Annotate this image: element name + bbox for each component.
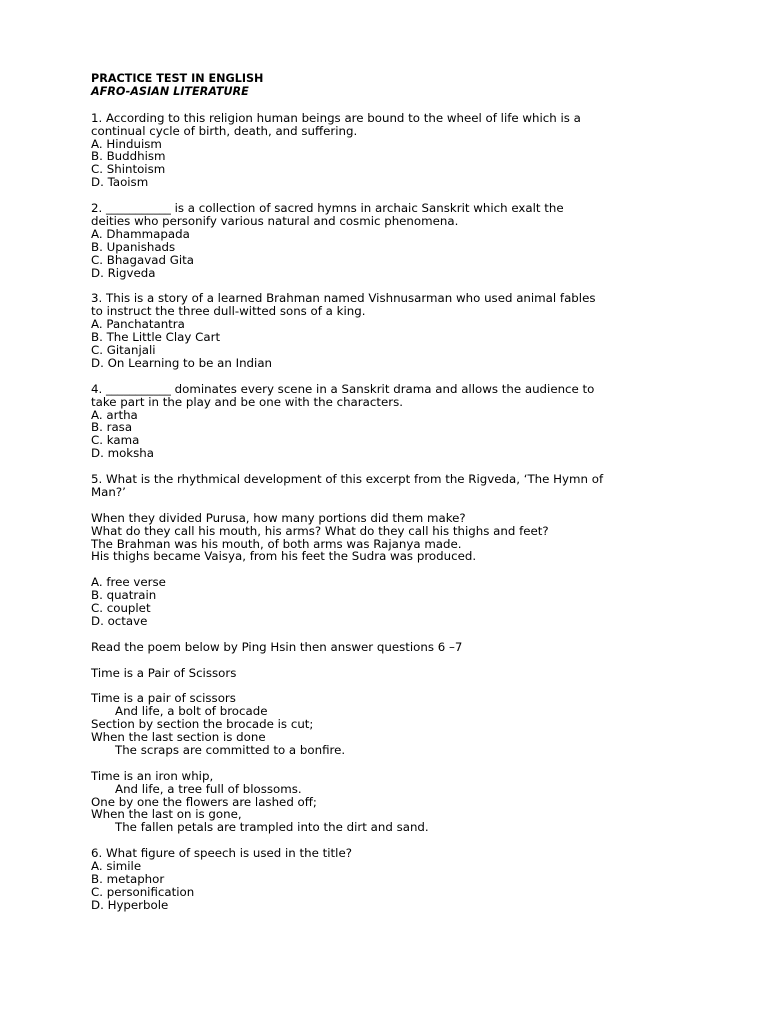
poem-line: Time is a pair of scissors [91, 691, 236, 706]
question-2-stem-line: deities who personify various natural and cosmic phenomena. [91, 213, 459, 228]
test-title: PRACTICE TEST IN ENGLISH [91, 72, 264, 85]
question-3-option-a: A. Panchatantra [91, 317, 185, 332]
question-5-option-d: D. octave [91, 613, 148, 628]
poem-line: Time is an iron whip, [91, 768, 214, 783]
question-1-stem-line: 1. According to this religion human beings are bound to the wheel of life which is a [91, 110, 581, 125]
question-6-option-c: C. personification [91, 884, 195, 899]
question-5 [91, 473, 691, 628]
document-page [91, 73, 691, 912]
question-3-option-c: C. Gitanjali [91, 342, 156, 357]
question-4 [91, 383, 691, 460]
poem-line: One by one the flowers are lashed off; [91, 794, 317, 809]
excerpt-line: His thighs became Vaisya, from his feet the Sudra was produced. [91, 549, 477, 564]
question-2-option-b: B. Upanishads [91, 239, 176, 254]
question-1-stem-line: continual cycle of birth, death, and suffering. [91, 123, 358, 138]
poem-instruction: Read the poem below by Ping Hsin then answer questions 6 –7 [91, 639, 463, 654]
poem-line: The scraps are committed to a bonfire. [115, 742, 346, 757]
question-6-stem-line: 6. What figure of speech is used in the title? [91, 846, 352, 861]
question-5-stem-line: Man?’ [91, 484, 126, 499]
poem-line: When the last section is done [91, 730, 266, 745]
question-3-option-b: B. The Little Clay Cart [91, 330, 221, 345]
question-4-option-a: A. artha [91, 407, 138, 422]
poem-line: And life, a bolt of brocade [115, 704, 268, 719]
poem-title: Time is a Pair of Scissors [91, 665, 237, 680]
question-6-option-d: D. Hyperbole [91, 897, 169, 912]
question-5-stem-line: 5. What is the rhythmical development of this excerpt from the Rigveda, ‘The Hymn of [91, 472, 604, 487]
question-6-option-a: A. simile [91, 859, 142, 874]
question-4-option-d: D. moksha [91, 446, 154, 461]
question-1-option-c: C. Shintoism [91, 162, 166, 177]
poem-line: When the last on is gone, [91, 807, 242, 822]
question-3-stem-line: 3. This is a story of a learned Brahman named Vishnusarman who used animal fables [91, 291, 596, 306]
poem-line: And life, a tree full of blossoms. [115, 781, 302, 796]
question-6-option-b: B. metaphor [91, 872, 165, 886]
question-6 [91, 847, 691, 912]
excerpt-line: What do they call his mouth, his arms? What do they call his thighs and feet? [91, 523, 549, 538]
question-5-option-b: B. quatrain [91, 588, 157, 603]
excerpt-line: The Brahman was his mouth, of both arms was Rajanya made. [91, 536, 462, 551]
question-4-option-c: C. kama [91, 433, 140, 448]
question-2 [91, 202, 691, 279]
question-5-option-a: A. free verse [91, 575, 166, 590]
question-5-option-c: C. couplet [91, 601, 151, 616]
poem-line: The fallen petals are trampled into the dirt and sand. [115, 820, 429, 835]
question-4-stem-line: 4. ___________ dominates every scene in a Sanskrit drama and allows the audience to [91, 381, 595, 396]
question-3 [91, 292, 691, 369]
poem-line: Section by section the brocade is cut; [91, 717, 314, 732]
question-3-stem-line: to instruct the three dull-witted sons of a king. [91, 304, 366, 319]
poem-stanza-1 [91, 692, 691, 757]
rigveda-excerpt [91, 512, 691, 564]
excerpt-line: When they divided Purusa, how many portions did them make? [91, 510, 466, 525]
question-2-option-d: D. Rigveda [91, 265, 156, 280]
question-2-stem-line: 2. ___________ is a collection of sacred hymns in archaic Sanskrit which exalt the [91, 201, 564, 216]
test-subtitle: AFRO-ASIAN LITERATURE [91, 84, 249, 98]
question-1-option-a: A. Hinduism [91, 136, 162, 151]
question-1 [91, 112, 691, 189]
question-3-option-d: D. On Learning to be an Indian [91, 355, 273, 370]
question-4-option-b: B. rasa [91, 420, 133, 435]
poem-stanza-2 [91, 770, 691, 835]
question-2-option-a: A. Dhammapada [91, 226, 190, 241]
question-4-stem-line: take part in the play and be one with the characters. [91, 394, 403, 409]
question-1-option-d: D. Taoism [91, 175, 149, 190]
question-1-option-b: B. Buddhism [91, 149, 166, 164]
question-2-option-c: C. Bhagavad Gita [91, 252, 194, 267]
